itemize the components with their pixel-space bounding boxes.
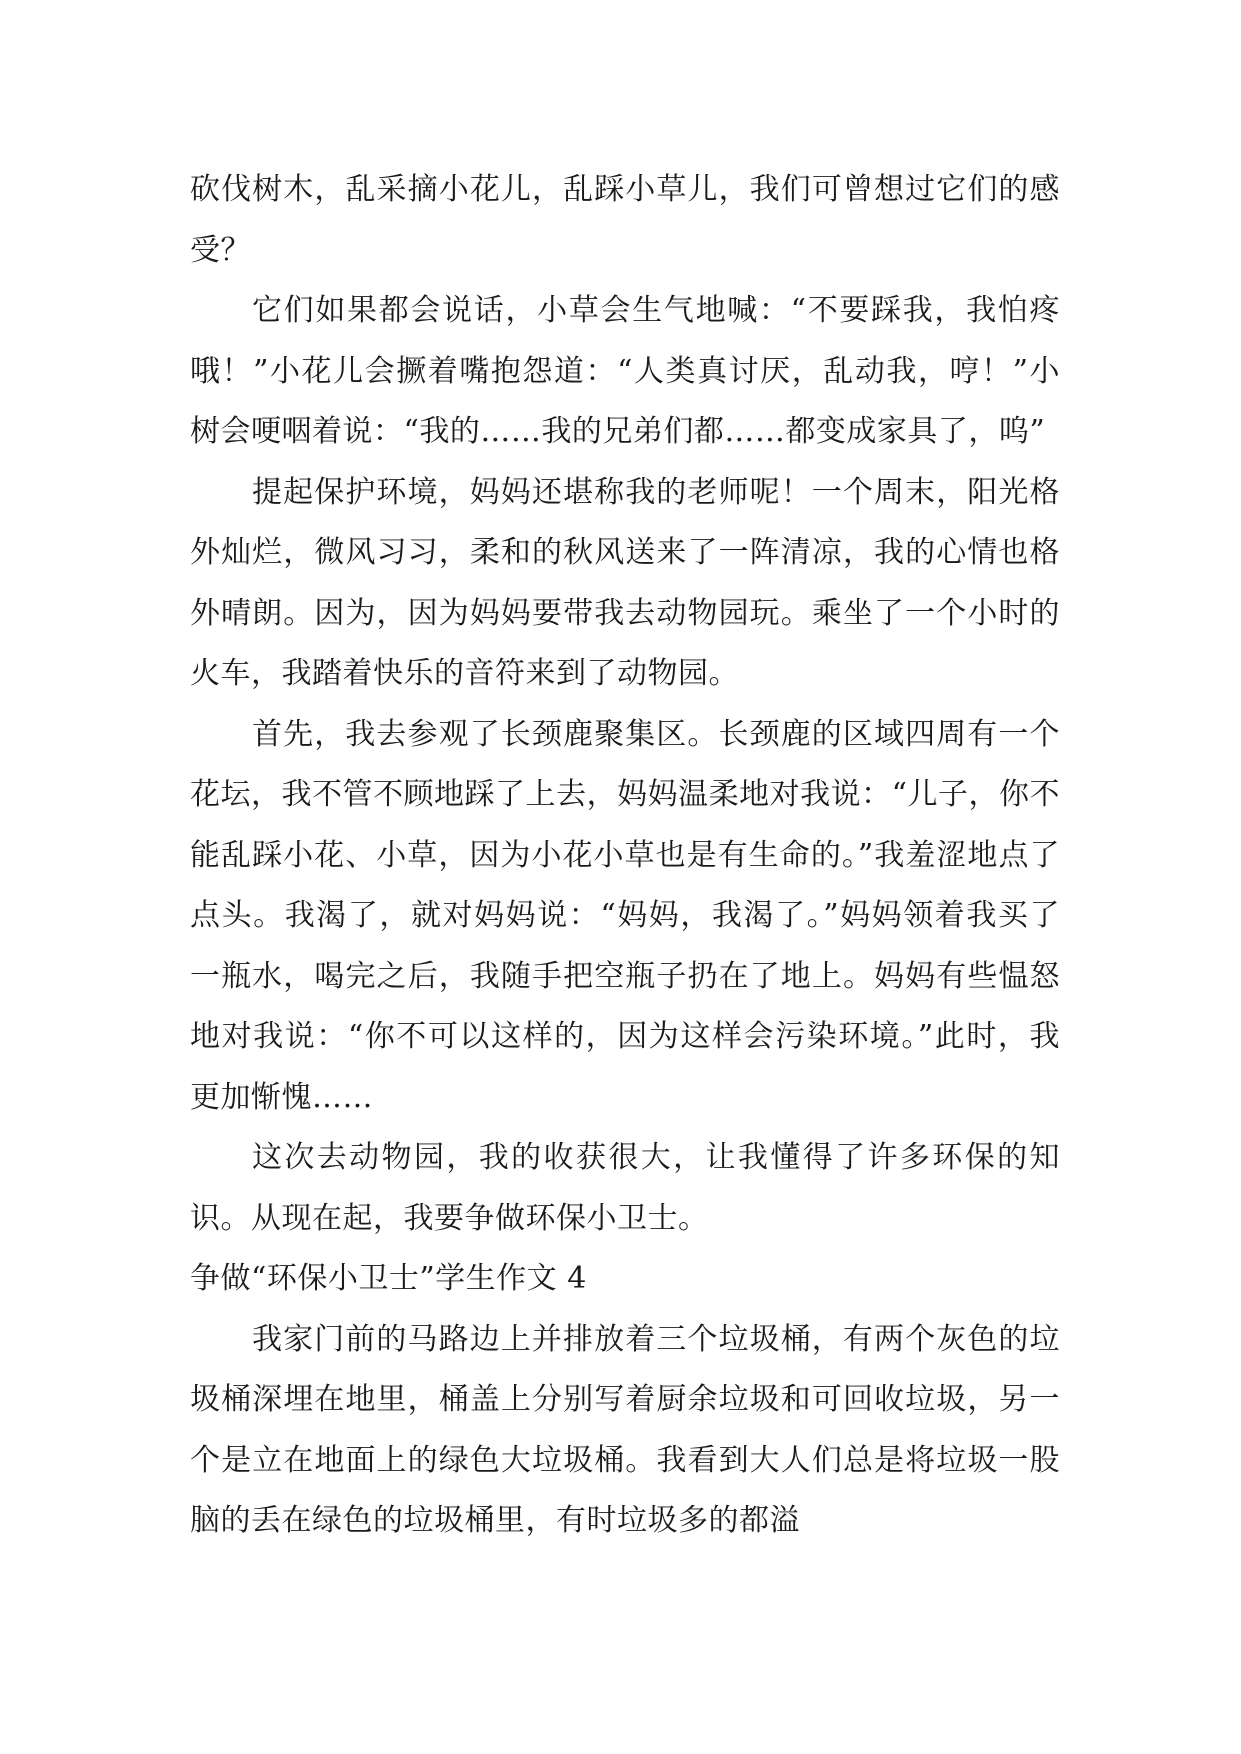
paragraph-giraffe-area: 首先，我去参观了长颈鹿聚集区。长颈鹿的区域四周有一个花坛，我不管不顾地踩了上去，妈妈温柔地对我说：“儿子，你不能乱踩小花、小草，因为小花小草也是有生命的。”我羞涩地点了点头。我渴了，就对妈妈说：“妈妈，我渴了。”妈妈领着我买了一瓶水，喝完之后，我随手把空瓶子扔在了地上。妈妈有些愠怒地对我说：“你不可以这样的，因为这样会污染环境。”此时，我更加惭愧…… [190, 716, 1060, 1115]
paragraph-trash-bins: 我家门前的马路边上并排放着三个垃圾桶，有两个灰色的垃圾桶深埋在地里，桶盖上分别写着厨余垃圾和可回收垃圾，另一个是立在地面上的绿色大垃圾桶。我看到大人们总是将垃圾一股脑的丢在绿色的垃圾桶里，有时垃圾多的都溢 [190, 1321, 1060, 1538]
paragraph-talking-plants: 它们如果都会说话，小草会生气地喊：“不要踩我，我怕疼哦！”小花儿会撅着嘴抱怨道：“人类真讨厌，乱动我，哼！”小树会哽咽着说：“我的……我的兄弟们都……都变成家具了，呜” [190, 293, 1060, 449]
document-body [190, 160, 1060, 1552]
paragraph-continuation: 砍伐树木，乱采摘小花儿，乱踩小草儿，我们可曾想过它们的感受？ [190, 172, 1060, 268]
section-title: 争做“环保小卫士”学生作文 4 [190, 1261, 587, 1296]
paragraph-weekend-trip: 提起保护环境，妈妈还堪称我的老师呢！一个周末，阳光格外灿烂，微风习习，柔和的秋风送来了一阵清凉，我的心情也格外晴朗。因为，因为妈妈要带我去动物园玩。乘坐了一个小时的火车，我踏着快乐的音符来到了动物园。 [190, 474, 1060, 691]
paragraph-conclusion: 这次去动物园，我的收获很大，让我懂得了许多环保的知识。从现在起，我要争做环保小卫士。 [190, 1140, 1060, 1236]
